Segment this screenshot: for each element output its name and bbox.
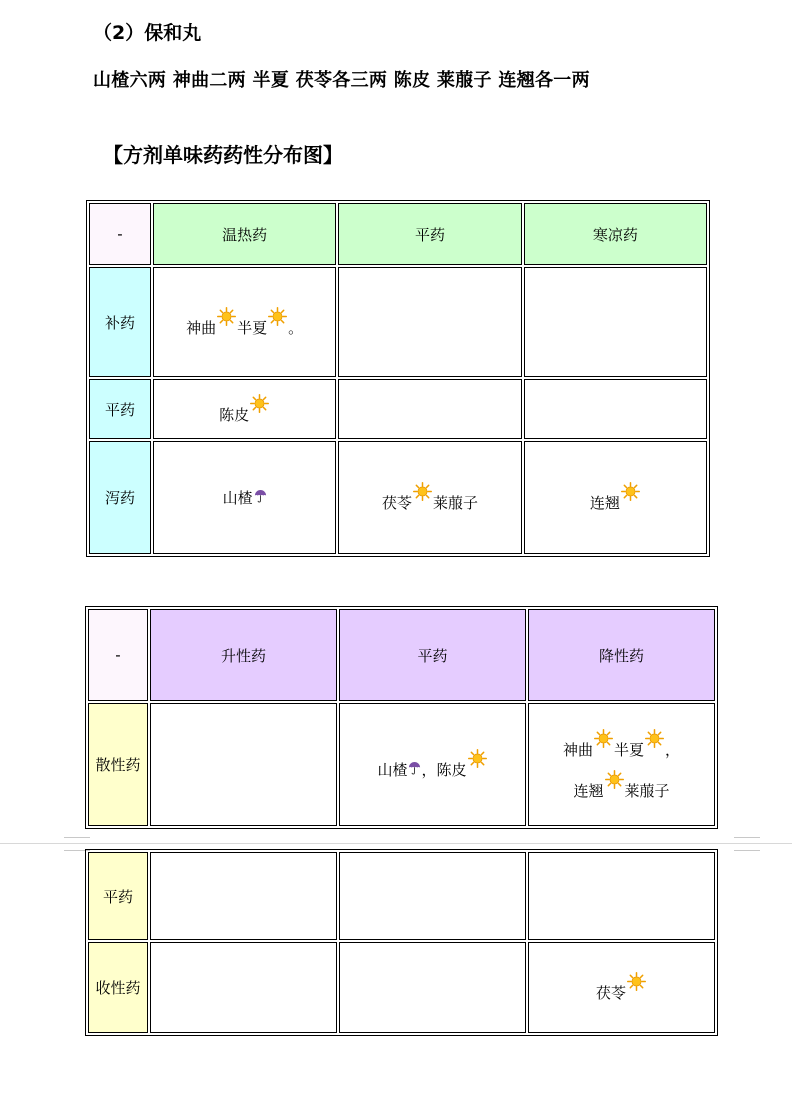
cell-line [340, 749, 525, 780]
page-break-marker-right [734, 837, 760, 851]
col-header-neutral: 平药 [339, 609, 526, 701]
sun-icon [627, 972, 646, 991]
herb-name: 山楂 [377, 761, 408, 779]
herb-name: 茯苓 [595, 984, 626, 1002]
sun-icon [594, 729, 613, 748]
umbrella-icon [254, 489, 267, 503]
table-cell [338, 379, 521, 439]
cell-line [529, 972, 714, 1003]
herb-name: 连翘 [573, 781, 604, 800]
col-header-neutral: 平药 [338, 203, 521, 265]
sun-icon [268, 307, 287, 326]
herb-entry [590, 482, 641, 513]
sun-icon [621, 482, 640, 501]
herb-name: 连翘 [589, 494, 620, 512]
table-cell [153, 379, 336, 439]
table-cell [528, 852, 715, 940]
table-cell [338, 441, 521, 554]
herb-name: 神曲 [562, 740, 593, 759]
table-cell [524, 267, 707, 377]
herb-entry [382, 482, 433, 513]
table-cell [339, 852, 526, 940]
cell-line [154, 394, 335, 425]
herb-name: 陈皮 [219, 405, 250, 424]
row-header-drain: 泻药 [89, 441, 151, 554]
herb-entry [433, 492, 478, 513]
cell-line [154, 487, 335, 508]
col-header-warm: 温热药 [153, 203, 336, 265]
col-header-cold: 寒凉药 [524, 203, 707, 265]
separator: 。 [288, 318, 304, 337]
umbrella-icon [408, 761, 421, 775]
table-cell [150, 852, 337, 940]
herb-entry [563, 729, 614, 760]
property-table-direction-continued [85, 849, 718, 1036]
table-cell [524, 379, 707, 439]
cell-line [339, 482, 520, 513]
property-table-direction [85, 606, 718, 829]
cell-line [529, 729, 714, 760]
sun-icon [250, 394, 269, 413]
table-cell [339, 942, 526, 1033]
herb-name: 半夏 [613, 740, 644, 759]
table-corner: - [89, 203, 151, 265]
table-cell [150, 942, 337, 1033]
herb-entry [437, 749, 488, 780]
sun-icon [605, 770, 624, 789]
cell-line [529, 770, 714, 801]
herb-entry [223, 487, 267, 508]
page-break [0, 843, 792, 844]
herb-entry [596, 972, 647, 1003]
table-corner: - [88, 609, 148, 701]
herb-name: 神曲 [186, 318, 217, 337]
herb-name: 茯苓 [381, 494, 412, 512]
sun-icon [468, 749, 487, 768]
table-cell [153, 441, 336, 554]
herb-name: 半夏 [237, 318, 268, 337]
herb-name: 莱菔子 [432, 494, 478, 512]
table-cell [339, 703, 526, 826]
herb-entry [237, 307, 303, 338]
section-heading: （2）保和丸 [93, 22, 202, 44]
sun-icon [645, 729, 664, 748]
row-header-astringent: 收性药 [88, 942, 148, 1033]
chart-title: 【方剂单味药药性分布图】 [103, 143, 343, 167]
property-table-temperature [86, 200, 710, 557]
col-header-ascending: 升性药 [150, 609, 337, 701]
herb-entry [573, 770, 624, 801]
herb-entry [614, 729, 680, 760]
separator: ， [421, 761, 437, 779]
separator: ， [665, 740, 681, 759]
herb-entry [219, 394, 270, 425]
table-cell [528, 703, 715, 826]
row-header-neutral: 平药 [89, 379, 151, 439]
herb-name: 山楂 [222, 489, 253, 507]
herb-entry [625, 780, 670, 801]
col-header-descending: 降性药 [528, 609, 715, 701]
cell-line [154, 307, 335, 338]
ingredient-list: 山楂六两 神曲二两 半夏 茯苓各三两 陈皮 莱菔子 连翘各一两 [93, 70, 590, 91]
row-header-dispersing: 散性药 [88, 703, 148, 826]
herb-name: 莱菔子 [624, 781, 670, 800]
table-cell [150, 703, 337, 826]
herb-name: 陈皮 [436, 761, 467, 779]
table-cell [153, 267, 336, 377]
row-header-tonify: 补药 [89, 267, 151, 377]
herb-entry [377, 759, 436, 780]
sun-icon [413, 482, 432, 501]
herb-entry [186, 307, 237, 338]
row-header-neutral: 平药 [88, 852, 148, 940]
table-cell [524, 441, 707, 554]
sun-icon [217, 307, 236, 326]
table-cell [338, 267, 521, 377]
table-cell [528, 942, 715, 1033]
cell-line [525, 482, 706, 513]
